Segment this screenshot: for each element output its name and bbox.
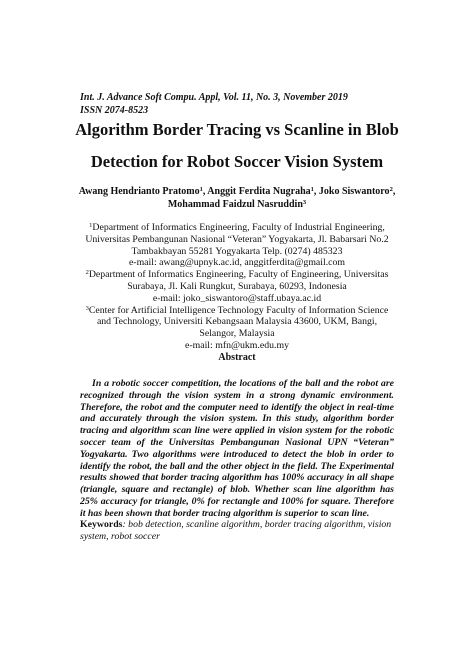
paper-title-line-1: Algorithm Border Tracing vs Scanline in Blob <box>75 120 399 139</box>
affiliation <box>80 269 394 293</box>
paper-title-line-2: Detection for Robot Soccer Vision System <box>90 152 384 171</box>
affiliation-email: e-mail: joko_siswantoro@staff.ubaya.ac.id <box>152 292 322 304</box>
author-name: Awang Hendrianto Pratomo <box>78 186 200 197</box>
author-affiliation-mark: 3 <box>302 198 307 206</box>
affiliation-text: Department of Informatics Engineering, Faculty of Engineering, Universitas Surabaya, Jl. Kali Rungkut, Surabaya, 60293, Indonesia <box>88 269 389 292</box>
keywords-text: : bob detection, scanline algorithm, border tracing algorithm, vision system, robot soccer <box>80 519 392 542</box>
affiliation-email: e-mail: awang@upnyk.ac.id, anggitferdita@gmail.com <box>128 257 346 269</box>
author-list <box>70 186 404 211</box>
affiliations <box>80 222 394 352</box>
keywords-label: Keywords <box>80 519 123 530</box>
affiliation <box>80 222 394 257</box>
journal-citation: Int. J. Advance Soft Compu. Appl, Vol. 11, No. 3, November 2019 <box>80 92 348 103</box>
affiliation-mark: 3 <box>85 304 89 312</box>
affiliation <box>80 305 394 340</box>
author-affiliation-mark: 1 <box>199 186 203 193</box>
affiliation-mark: 1 <box>89 222 93 229</box>
author-name: , Anggit Ferdita Nugraha <box>202 186 311 197</box>
journal-header <box>80 92 348 117</box>
affiliation-text: Department of Informatics Engineering, Faculty of Industrial Engineering, Universitas Pembangunan Nasional “Veteran” Yogyakarta, Jl. Babarsari No.2 Tambakbayan 55281 Yogyakarta Telp. (0274) 485323 <box>85 222 389 257</box>
author-name: , Mohammad Faidzul Nasruddin <box>167 186 396 210</box>
author-affiliation-mark: 2 <box>389 186 393 193</box>
affiliation-mark: 2 <box>85 269 89 277</box>
author-name: , Joko Siswantoro <box>313 186 390 197</box>
abstract-body: In a robotic soccer competition, the locations of the ball and the robot are recognized through the vision system in a strong dynamic environment. Therefore, the robot and the computer need to identify the object in real-time and accurately through the vision system. In this study, algorithm border tracing and algorithm scan line were applied in vision system for the robotic soccer team of the Universitas Pembangunan Nasional UPN “Veteran” Yogyakarta. Two algorithms were introduced to detect the blob in order to identify the robot, the ball and the other object in the field. The Experimental results showed that border tracing algorithm has 100% accuracy in all shape (triangle, square and rectangle) of blob. Whether scan line algorithm has 25% accuracy for triangle, 0% for rectangle and 100% for square. Therefore it has been shown that border tracing algorithm is superior to scan line. <box>80 378 394 519</box>
affiliation-text: Center for Artificial Intelligence Technology Faculty of Information Science and Technology, Universiti Kebangsaan Malaysia 43600, UKM, Bangi, Selangor, Malaysia <box>88 304 389 340</box>
author-affiliation-mark: 1 <box>310 186 314 193</box>
keywords <box>80 519 394 543</box>
abstract-heading: Abstract <box>218 352 256 363</box>
journal-issn: ISSN 2074-8523 <box>80 104 149 116</box>
affiliation-email: e-mail: mfn@ukm.edu.my <box>185 339 289 351</box>
